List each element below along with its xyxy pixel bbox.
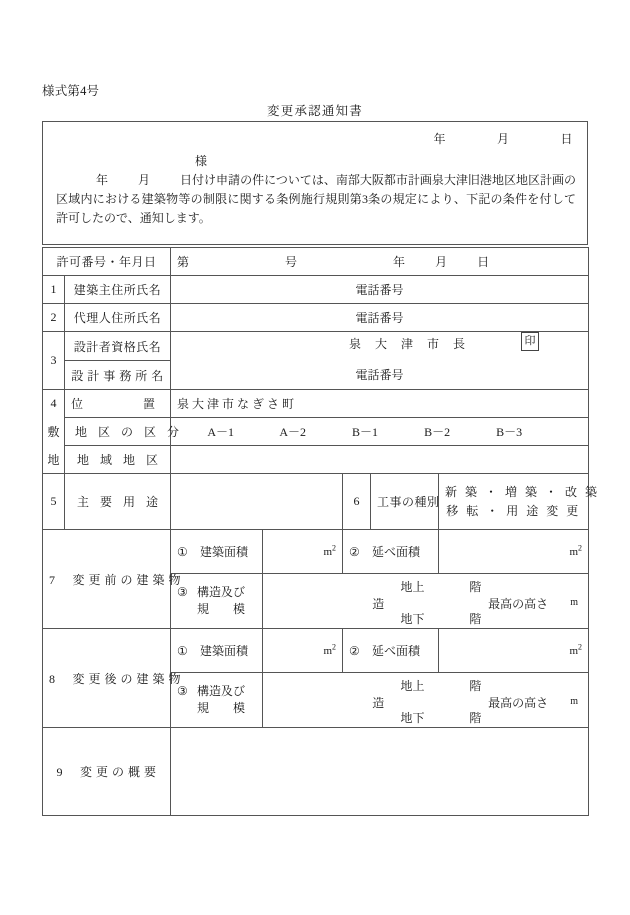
- row1-value-cell[interactable]: [171, 276, 589, 304]
- row2-number: 2: [43, 304, 65, 332]
- row9-label-cell: [43, 728, 171, 816]
- row7-above-ground-label: 地上: [400, 580, 425, 594]
- row8-item2-label-cell: [343, 629, 439, 673]
- row8-below-ground-unit: 階: [469, 711, 482, 725]
- row3-office-value-cell[interactable]: [171, 361, 589, 390]
- row7-item1-label-cell: [171, 530, 263, 574]
- seal-icon: 印: [521, 332, 539, 351]
- row6-number: 6: [343, 474, 371, 530]
- row1-label: 建築主住所氏名: [65, 276, 171, 304]
- permit-month: 月: [435, 255, 448, 269]
- row4-zone-label: 地 域 地 区: [65, 446, 171, 474]
- preamble-body-text: 日付け申請の件については、南部大阪都市計画泉大津旧港地区地区計画の区域内における建築物等の制限に関する条例施行規則第3条の規定により、下記の条件を付して許可したので、通知します。: [56, 173, 576, 225]
- mayor-title: 泉 大 津 市 長: [349, 337, 471, 351]
- row8-structure-value-cell[interactable]: [263, 673, 589, 728]
- row4-district-label: 地 区 の 区 分: [65, 418, 171, 446]
- row7-item1-label: 建築面積: [200, 545, 249, 559]
- preamble-date-line: [433, 130, 573, 147]
- row4-position-label: 位 置: [65, 390, 171, 418]
- form-table: [42, 247, 600, 816]
- row3-designer-value-cell[interactable]: [171, 332, 589, 361]
- permit-dai: 第: [177, 255, 190, 269]
- table-row-agent: [43, 304, 589, 332]
- circled-2-icon: ②: [349, 644, 360, 658]
- row7-above-ground-unit: 階: [469, 580, 482, 594]
- table-row-design-office: [43, 361, 589, 390]
- row7-item3-label-line1: 構造及び: [197, 585, 246, 599]
- row6-options-cell[interactable]: [439, 474, 600, 530]
- preamble-body: [56, 171, 576, 228]
- row7-item2-label: 延べ面積: [372, 545, 421, 559]
- preamble-body-month: 月: [138, 173, 151, 187]
- table-row-use-and-type: [43, 474, 589, 530]
- table-row-change-summary: [43, 728, 589, 816]
- row7-max-height-unit: m: [570, 597, 579, 608]
- row5-value-cell[interactable]: [171, 474, 343, 530]
- row8-item1-unit: $m^2$: [323, 642, 337, 658]
- row4-position-value[interactable]: 泉 大 津 市 な ぎ さ 町: [171, 390, 589, 418]
- row7-item1-value-cell[interactable]: [263, 530, 343, 574]
- row1-number: 1: [43, 276, 65, 304]
- row7-number: 7: [49, 572, 56, 587]
- row9-label: 変 更 の 概 要: [80, 765, 157, 779]
- row3-number: 3: [43, 332, 65, 390]
- row8-structure-type-label: 造: [372, 696, 385, 710]
- row3-designer-label: 設計者資格氏名: [65, 332, 171, 361]
- circled-3-icon: ③: [177, 585, 188, 599]
- row4-group-label-line1: 敷: [43, 418, 65, 446]
- permit-day: 日: [477, 255, 490, 269]
- row4-number: 4: [43, 390, 65, 418]
- document-title: 変更承認通知書: [267, 104, 363, 118]
- row6-label: 工事の種別: [371, 474, 439, 530]
- district-option-a1[interactable]: A－1: [207, 425, 235, 439]
- row7-label: 変 更 前 の 建 築 物: [72, 572, 182, 587]
- district-option-b3[interactable]: B－3: [496, 425, 523, 439]
- row9-number: 9: [56, 765, 63, 779]
- row8-item1-label: 建築面積: [200, 644, 249, 658]
- row7-item2-unit: $m^2$: [569, 543, 583, 559]
- row7-item1-unit: $m^2$: [323, 543, 337, 559]
- row8-item2-label: 延べ面積: [372, 644, 421, 658]
- row6-options-line1[interactable]: 新 築 ・ 増 築 ・ 改 築: [445, 484, 600, 499]
- district-option-a2[interactable]: A－2: [279, 425, 307, 439]
- row8-item3-label-cell: [171, 673, 263, 728]
- preamble-date-year: 年: [433, 132, 446, 146]
- row7-max-height-label: 最高の高さ: [488, 597, 549, 611]
- row7-item2-label-cell: [343, 530, 439, 574]
- row8-max-height-unit: m: [570, 696, 579, 707]
- table-row-after-areas: [43, 629, 589, 673]
- row8-above-ground-label: 地上: [400, 679, 425, 693]
- row8-below-ground-label: 地下: [400, 711, 425, 725]
- row3-tel-label: 電話番号: [355, 368, 404, 383]
- circled-3-icon: ③: [177, 684, 188, 698]
- district-option-b2[interactable]: B－2: [424, 425, 451, 439]
- row8-label-cell: [43, 629, 182, 728]
- circled-1-icon: ①: [177, 644, 188, 658]
- table-row-permit: [43, 248, 589, 276]
- row2-label: 代理人住所氏名: [65, 304, 171, 332]
- row6-options-line2[interactable]: 移 転 ・ 用 途 変 更: [446, 503, 581, 518]
- preamble-body-year: 年: [96, 173, 109, 187]
- permit-gou: 号: [285, 255, 298, 269]
- row4-group-label-line2: 地: [43, 446, 65, 474]
- row7-item3-label-cell: [171, 574, 263, 629]
- row8-item3-label-line2: 規 模: [197, 701, 246, 715]
- row5-number: 5: [43, 474, 65, 530]
- row4-zone-value[interactable]: [171, 446, 589, 474]
- row7-structure-type-label: 造: [372, 597, 385, 611]
- row8-item3-label-line1: 構造及び: [197, 684, 246, 698]
- circled-1-icon: ①: [177, 545, 188, 559]
- table-row-owner: [43, 276, 589, 304]
- row8-number: 8: [49, 671, 56, 686]
- row8-item1-label-cell: [171, 629, 263, 673]
- form-number-label: 様式第4号: [42, 84, 100, 98]
- district-option-b1[interactable]: B－1: [352, 425, 379, 439]
- row8-max-height-label: 最高の高さ: [488, 696, 549, 710]
- row7-structure-value-cell[interactable]: [263, 574, 589, 629]
- row7-below-ground-label: 地下: [400, 612, 425, 626]
- preamble-date-day: 日: [560, 132, 573, 146]
- row8-item1-value-cell[interactable]: [263, 629, 343, 673]
- row5-label: 主 要 用 途: [65, 474, 171, 530]
- row2-value-cell[interactable]: [171, 304, 589, 332]
- preamble-date-month: 月: [496, 132, 510, 146]
- permit-label: 許可番号・年月日: [43, 248, 171, 276]
- row3-office-label: 設 計 事 務 所 名: [65, 361, 171, 390]
- row1-tel-label: 電話番号: [355, 283, 404, 297]
- row7-item2-value-cell[interactable]: [439, 530, 589, 574]
- row8-item2-unit: $m^2$: [569, 642, 583, 658]
- addressee-honorific: 様: [195, 154, 208, 168]
- row7-below-ground-unit: 階: [469, 612, 482, 626]
- row9-value-cell[interactable]: [171, 728, 589, 816]
- table-row-before-areas: [43, 530, 589, 574]
- circled-2-icon: ②: [349, 545, 360, 559]
- row8-above-ground-unit: 階: [469, 679, 482, 693]
- permit-year: 年: [393, 255, 406, 269]
- table-row-zone: [43, 446, 589, 474]
- permit-value-cell[interactable]: [171, 248, 589, 276]
- row8-label: 変 更 後 の 建 築 物: [72, 671, 182, 686]
- row8-item2-value-cell[interactable]: [439, 629, 589, 673]
- row7-item3-label-line2: 規 模: [197, 602, 246, 616]
- table-row-position: [43, 390, 589, 418]
- row4-district-options[interactable]: [171, 418, 589, 446]
- table-row-district: [43, 418, 589, 446]
- row2-tel-label: 電話番号: [355, 311, 404, 325]
- row7-label-cell: [43, 530, 182, 629]
- table-row-designer: [43, 332, 589, 361]
